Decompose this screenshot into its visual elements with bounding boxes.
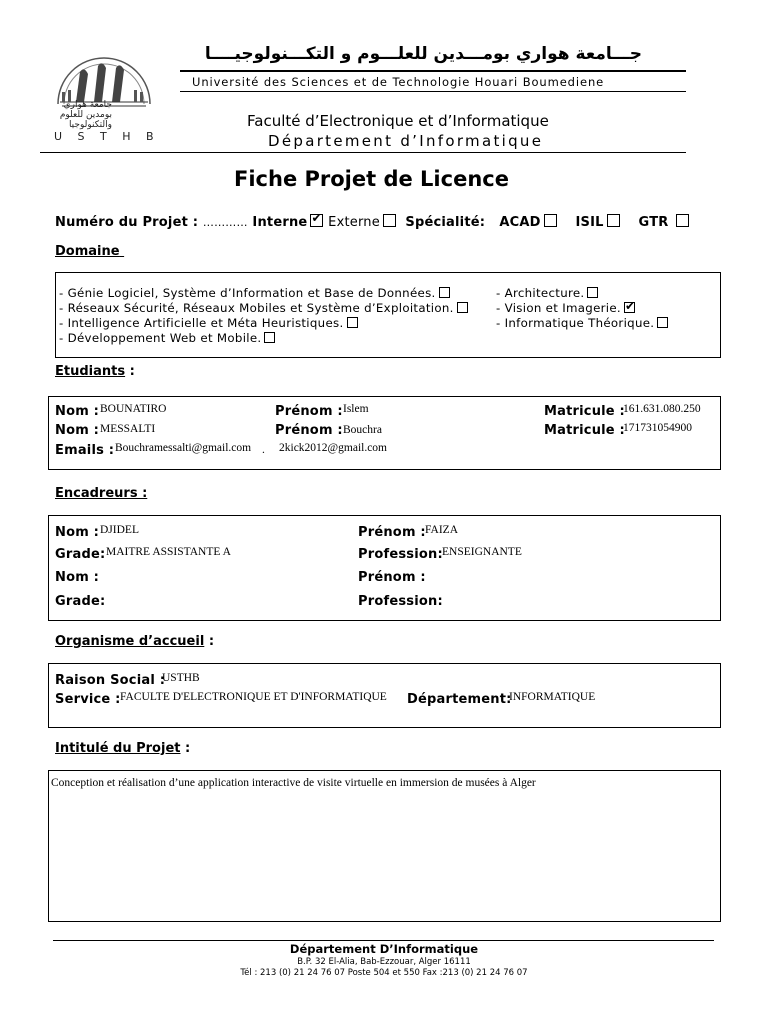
student1-nom-label: Nom : xyxy=(55,404,100,419)
domaine-checkbox xyxy=(347,317,358,328)
domaine-checkbox xyxy=(657,317,668,328)
encadreur1-profession-label: Profession: xyxy=(358,547,443,562)
intitule-text[interactable]: Conception et réalisation d’une application interactive de visite virtuelle en immersion de musées à Alger xyxy=(51,777,536,789)
emails-label: Emails : xyxy=(55,443,115,458)
page-title: Fiche Projet de Licence xyxy=(234,167,509,191)
domaine-checkbox xyxy=(457,302,468,313)
domaine-checkbox xyxy=(439,287,450,298)
faculty-name: Faculté d’Electronique et d’Informatique xyxy=(247,112,549,130)
project-number-label: Numéro du Projet : xyxy=(55,215,199,230)
domaine-item-informatique-theorique[interactable]: - Informatique Théorique. xyxy=(496,316,668,330)
student2-prenom-label: Prénom : xyxy=(275,423,343,438)
domaine-item-genie-logiciel[interactable]: - Génie Logiciel, Système d’Information et Base de Données. xyxy=(59,286,450,300)
domaine-checkbox xyxy=(624,302,635,313)
encadreur2-nom-label: Nom : xyxy=(55,570,100,585)
email-1[interactable]: Bouchramessalti@gmail.com xyxy=(115,442,252,454)
domaine-checkbox xyxy=(264,332,275,343)
student2-nom-label: Nom : xyxy=(55,423,100,438)
acad-label: ACAD xyxy=(499,215,541,230)
student2-matricule-value[interactable]: 171731054900 xyxy=(623,422,692,434)
header-divider-bottom xyxy=(40,152,686,153)
student1-matricule-value[interactable]: 161.631.080.250 xyxy=(623,403,701,415)
encadreur1-grade-label: Grade: xyxy=(55,547,106,562)
logo-arabic-text: جامعة هواري بومدين للعلوم والتكنولوجيا xyxy=(59,100,112,130)
intitule-heading: Intitulé du Projet : xyxy=(55,741,191,756)
encadreur1-profession-value[interactable]: ENSEIGNANTE xyxy=(442,546,522,558)
student1-prenom-value[interactable]: Islem xyxy=(343,403,369,415)
service-label: Service : xyxy=(55,692,121,707)
externe-checkbox[interactable] xyxy=(383,214,396,227)
acad-checkbox[interactable] xyxy=(544,214,557,227)
departement-value[interactable]: INFORMATIQUE xyxy=(509,691,596,703)
project-info-line xyxy=(55,214,689,230)
gtr-label: GTR xyxy=(638,215,669,230)
domaine-heading: Domaine xyxy=(55,244,120,259)
isil-label: ISIL xyxy=(575,215,604,230)
footer-divider xyxy=(53,940,714,941)
domaine-item-vision-imagerie[interactable]: - Vision et Imagerie.✔ xyxy=(496,301,635,315)
domaine-item-architecture[interactable]: - Architecture. xyxy=(496,286,598,300)
externe-label: Externe xyxy=(328,215,380,230)
student2-nom-value[interactable]: MESSALTI xyxy=(100,423,156,435)
domaine-item-intelligence-artificielle[interactable]: - Intelligence Artificielle et Méta Heuristiques. xyxy=(59,316,358,330)
isil-checkbox[interactable] xyxy=(607,214,620,227)
logo-acronym: U S T H B xyxy=(54,130,160,143)
interne-label: Interne xyxy=(252,215,308,230)
encadreurs-heading: Encadreurs : xyxy=(55,486,148,501)
domaine-box xyxy=(55,272,721,358)
interne-checkbox[interactable] xyxy=(310,214,323,227)
university-french-name: Université des Sciences et de Technologie Houari Boumediene xyxy=(192,75,605,89)
footer-address: B.P. 32 El-Alia, Bab-Ezzouar, Alger 16111 xyxy=(297,957,471,967)
department-name: Département d’Informatique xyxy=(268,132,544,150)
encadreur2-prenom-label: Prénom : xyxy=(358,570,426,585)
encadreur1-grade-value[interactable]: MAITRE ASSISTANTE A xyxy=(106,546,231,558)
email-separator: . xyxy=(262,444,265,456)
university-logo xyxy=(50,44,158,146)
encadreur2-profession-label: Profession: xyxy=(358,594,443,609)
domaine-item-reseaux[interactable]: - Réseaux Sécurité, Réseaux Mobiles et Système d’Exploitation. xyxy=(59,301,468,315)
student2-prenom-value[interactable]: Bouchra xyxy=(343,424,382,436)
header-divider-mid xyxy=(180,91,686,92)
etudiants-heading: Etudiants : xyxy=(55,364,135,379)
gtr-checkbox[interactable] xyxy=(676,214,689,227)
email-2[interactable]: 2kick2012@gmail.com xyxy=(279,442,388,454)
intitule-box[interactable] xyxy=(48,770,721,922)
raison-social-label: Raison Social : xyxy=(55,673,166,688)
organisme-heading: Organisme d’accueil : xyxy=(55,634,215,649)
university-arabic-name: جـــامعة هواري بومـــدين للعلـــوم و التكـــنولوجيــــا xyxy=(204,44,642,64)
service-value[interactable]: FACULTE D'ELECTRONIQUE ET D'INFORMATIQUE xyxy=(120,691,387,703)
student1-matricule-label: Matricule : xyxy=(544,404,625,419)
encadreur1-nom-label: Nom : xyxy=(55,525,100,540)
project-number-value[interactable]: ………… xyxy=(202,216,248,229)
student2-matricule-label: Matricule : xyxy=(544,423,625,438)
footer-department: Département D’Informatique xyxy=(289,942,479,956)
specialite-label: Spécialité: xyxy=(405,215,486,230)
departement-label: Département: xyxy=(407,692,512,707)
encadreur2-grade-label: Grade: xyxy=(55,594,106,609)
domaine-item-developpement-web[interactable]: - Développement Web et Mobile. xyxy=(59,331,275,345)
encadreur1-prenom-label: Prénom : xyxy=(358,525,426,540)
encadreur1-nom-value[interactable]: DJIDEL xyxy=(100,524,139,536)
domaine-checkbox xyxy=(587,287,598,298)
student1-prenom-label: Prénom : xyxy=(275,404,343,419)
encadreur1-prenom-value[interactable]: FAIZA xyxy=(425,524,459,536)
footer-contact: Tél : 213 (0) 21 24 76 07 Poste 504 et 550 Fax :213 (0) 21 24 76 07 xyxy=(240,968,528,978)
raison-social-value[interactable]: USTHB xyxy=(162,672,200,684)
student1-nom-value[interactable]: BOUNATIRO xyxy=(100,403,167,415)
header-divider-top xyxy=(180,70,686,72)
